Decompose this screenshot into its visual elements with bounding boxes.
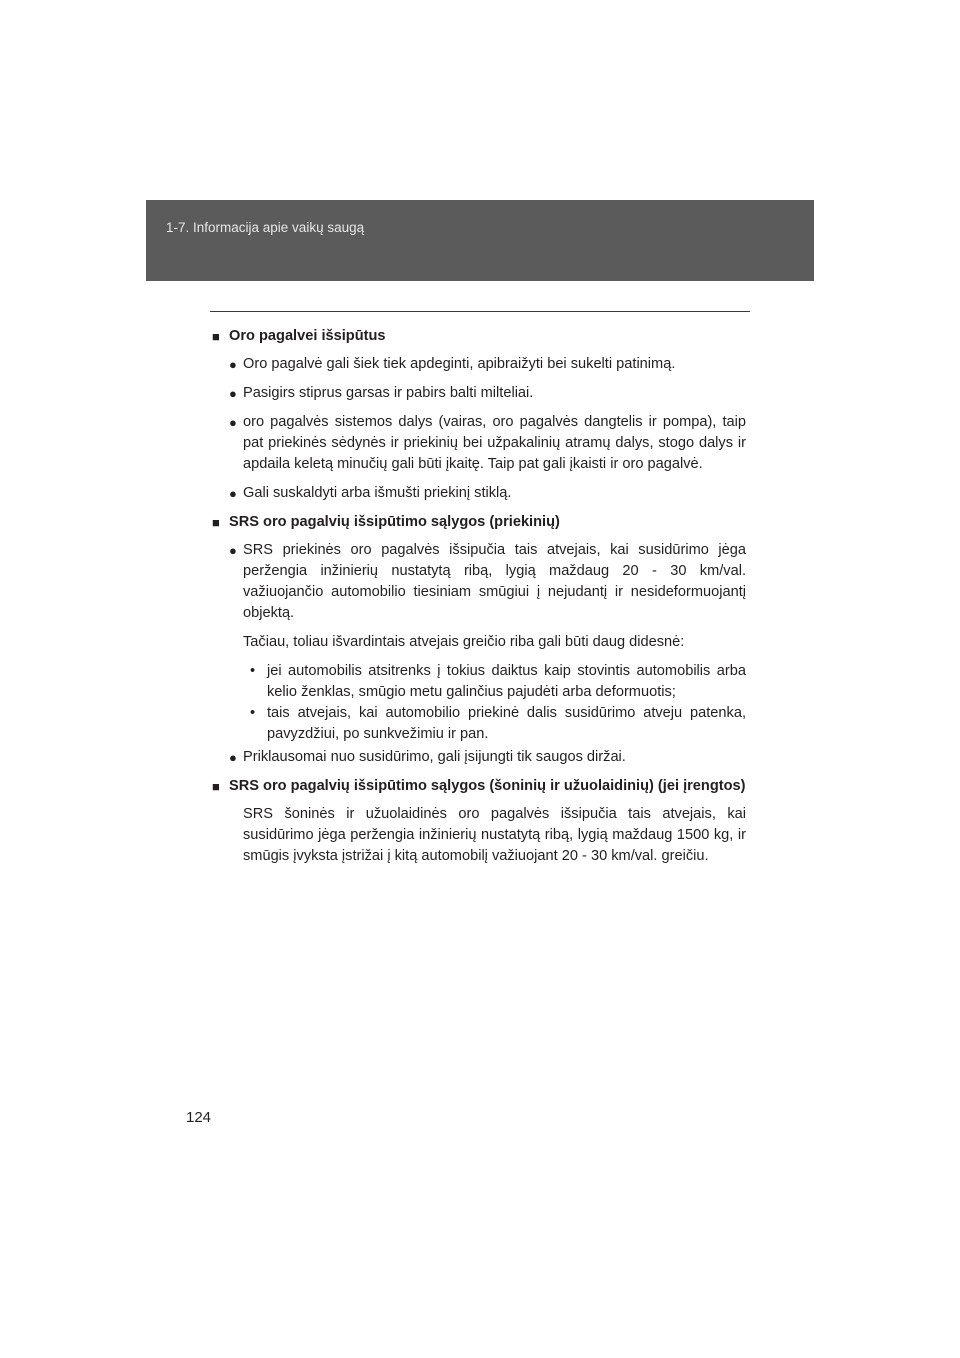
breadcrumb: 1-7. Informacija apie vaikų saugą — [166, 220, 365, 235]
section-title: SRS oro pagalvių išsipūtimo sąlygos (šoninių ir užuolaidinių) (jei įrengtos) — [229, 778, 746, 794]
dash-text: tais atvejais, kai automobilio priekinė dalis susidūrimo atveju patenka, pavyzdžiui, po sunkvežimiu ir pan. — [267, 705, 746, 742]
dot-bullet-icon: • — [250, 705, 256, 721]
circle-bullet-icon: ● — [229, 357, 237, 372]
square-marker-icon: ■ — [212, 329, 220, 344]
dash-item — [212, 661, 746, 703]
circle-bullet-icon: ● — [229, 543, 237, 558]
bullet-text: oro pagalvės sistemos dalys (vairas, oro pagalvės dangtelis ir pompa), taip pat priekinės sėdynės ir priekinių bei užpakalinių atramų dalys, stogo dalys ir apdaila keletą minučių gali būti įkaitę. Taip pat gali įkaisti ir oro pagalvė. — [243, 414, 746, 472]
bullet-item — [212, 354, 746, 375]
square-marker-icon: ■ — [212, 779, 220, 794]
page-content — [212, 326, 746, 875]
page-number: 124 — [186, 1109, 212, 1126]
bullet-text: Oro pagalvė gali šiek tiek apdeginti, apibraižyti bei sukelti patinimą. — [243, 356, 676, 372]
circle-bullet-icon: ● — [229, 486, 237, 501]
bullet-text: SRS priekinės oro pagalvės išsipučia tais atvejais, kai susidūrimo jėga peržengia inžinierių nustatytą ribą, lygią maždaug 20 - 30 km/val. važiuojančio automobilio tiesiniam smūgiui į nejudantį ir nesideformuojantį objektą. — [243, 542, 746, 621]
circle-bullet-icon: ● — [229, 386, 237, 401]
divider-line — [210, 311, 750, 312]
note-paragraph: Tačiau, toliau išvardintais atvejais greičio riba gali būti daug didesnė: — [243, 634, 685, 650]
bullet-item — [212, 412, 746, 475]
header-band — [146, 200, 814, 281]
bullet-text: Pasigirs stiprus garsas ir pabirs balti milteliai. — [243, 385, 534, 401]
dot-bullet-icon: • — [250, 663, 256, 679]
bullet-text: Priklausomai nuo susidūrimo, gali įsijungti tik saugos diržai. — [243, 749, 626, 765]
bullet-item — [212, 383, 746, 404]
bullet-item — [212, 483, 746, 504]
bullet-item — [212, 747, 746, 768]
section-title: SRS oro pagalvių išsipūtimo sąlygos (priekinių) — [229, 514, 560, 530]
dash-item — [212, 703, 746, 745]
bullet-item — [212, 540, 746, 624]
section-title: Oro pagalvei išsipūtus — [229, 328, 386, 344]
dash-text: jei automobilis atsitrenks į tokius daiktus kaip stovintis automobilis arba kelio ženklas, smūgio metu galinčius pajudėti arba deformuotis; — [267, 663, 746, 700]
square-marker-icon: ■ — [212, 515, 220, 530]
circle-bullet-icon: ● — [229, 415, 237, 430]
section-heading — [212, 512, 746, 533]
circle-bullet-icon: ● — [229, 750, 237, 765]
section-heading — [212, 326, 746, 347]
section-paragraph: SRS šoninės ir užuolaidinės oro pagalvės išsipučia tais atvejais, kai susidūrimo jėga peržengia inžinierių nustatytą ribą, lygią maždaug 1500 kg, ir smūgis įvyksta įstrižai į kitą automobilį važiuojant 20 - 30 km/val. greičiu. — [243, 806, 746, 864]
section-heading — [212, 776, 746, 797]
bullet-text: Gali suskaldyti arba išmušti priekinį stiklą. — [243, 485, 512, 501]
